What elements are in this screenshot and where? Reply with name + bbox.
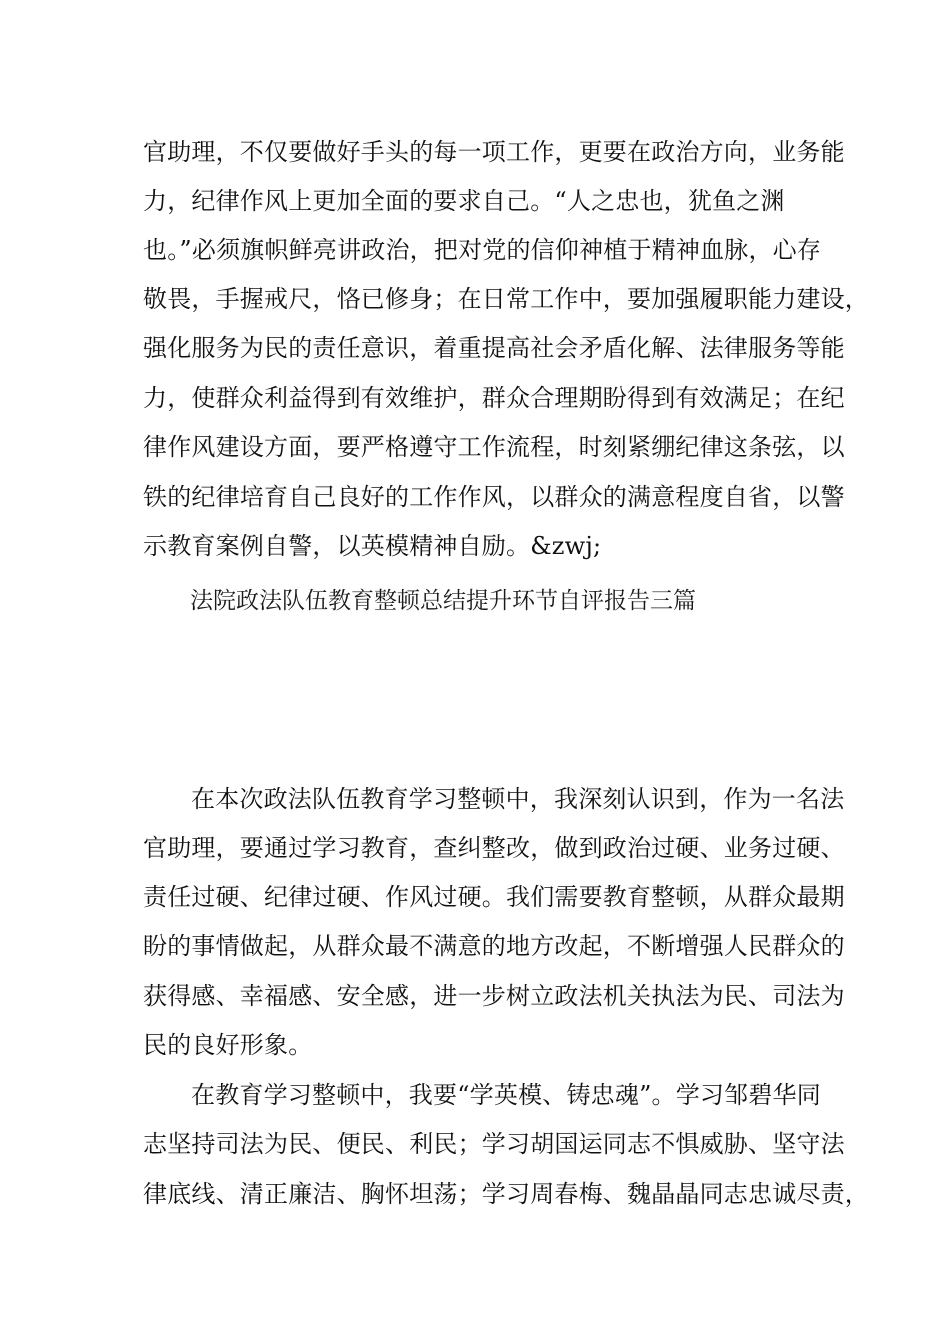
- text-line: 志坚持司法为民、便民、利民；学习胡国运同志不惧威胁、坚守法: [143, 1130, 845, 1158]
- text-line: 也。”必须旗帜鲜亮讲政治，把对党的信仰神植于精神血脉，心存: [143, 236, 822, 264]
- document-title: 法院政法队伍教育整顿总结提升环节自评报告三篇: [190, 588, 696, 614]
- text-line: 力，使群众利益得到有效维护，群众合理期盼得到有效满足；在纪: [143, 384, 845, 412]
- text-line: 盼的事情做起，从群众最不满意的地方改起，不断增强人民群众的: [143, 932, 845, 960]
- text-line: 强化服务为民的责任意识，着重提高社会矛盾化解、法律服务等能: [143, 334, 845, 362]
- text-line: 敬畏，手握戒尺，恪已修身；在日常工作中，要加强履职能力建设，: [143, 285, 869, 313]
- text-line: 官助理，要通过学习教育，查纠整改，做到政治过硬、业务过硬、: [143, 834, 845, 862]
- text-line: 律作风建设方面，要严格遵守工作流程，时刻紧绷纪律这条弦，以: [143, 433, 845, 461]
- text-line: 官助理，不仅要做好手头的每一项工作，更要在政治方向，业务能: [143, 138, 845, 166]
- text-line: 民的良好形象。: [143, 1031, 313, 1059]
- text-line: 力，纪律作风上更加全面的要求自己。“人之忠也，犹鱼之渊: [143, 187, 785, 215]
- text-line: 获得感、幸福感、安全感，进一步树立政法机关执法为民、司法为: [143, 982, 845, 1010]
- text-line: 在本次政法队伍教育学习整顿中，我深刻认识到，作为一名法: [191, 785, 845, 813]
- text-line: 在教育学习整顿中，我要“学英模、铸忠魂”。学习邹碧华同: [191, 1081, 821, 1109]
- text-line: 铁的纪律培育自己良好的工作作风，以群众的满意程度自省，以警: [143, 483, 845, 511]
- text-line: 律底线、清正廉洁、胸怀坦荡；学习周春梅、魏晶晶同志忠诚尽责，: [143, 1180, 869, 1208]
- text-line: 责任过硬、纪律过硬、作风过硬。我们需要教育整顿，从群众最期: [143, 883, 845, 911]
- text-line: 示教育案例自警，以英模精神自励。&zwj;: [143, 532, 602, 560]
